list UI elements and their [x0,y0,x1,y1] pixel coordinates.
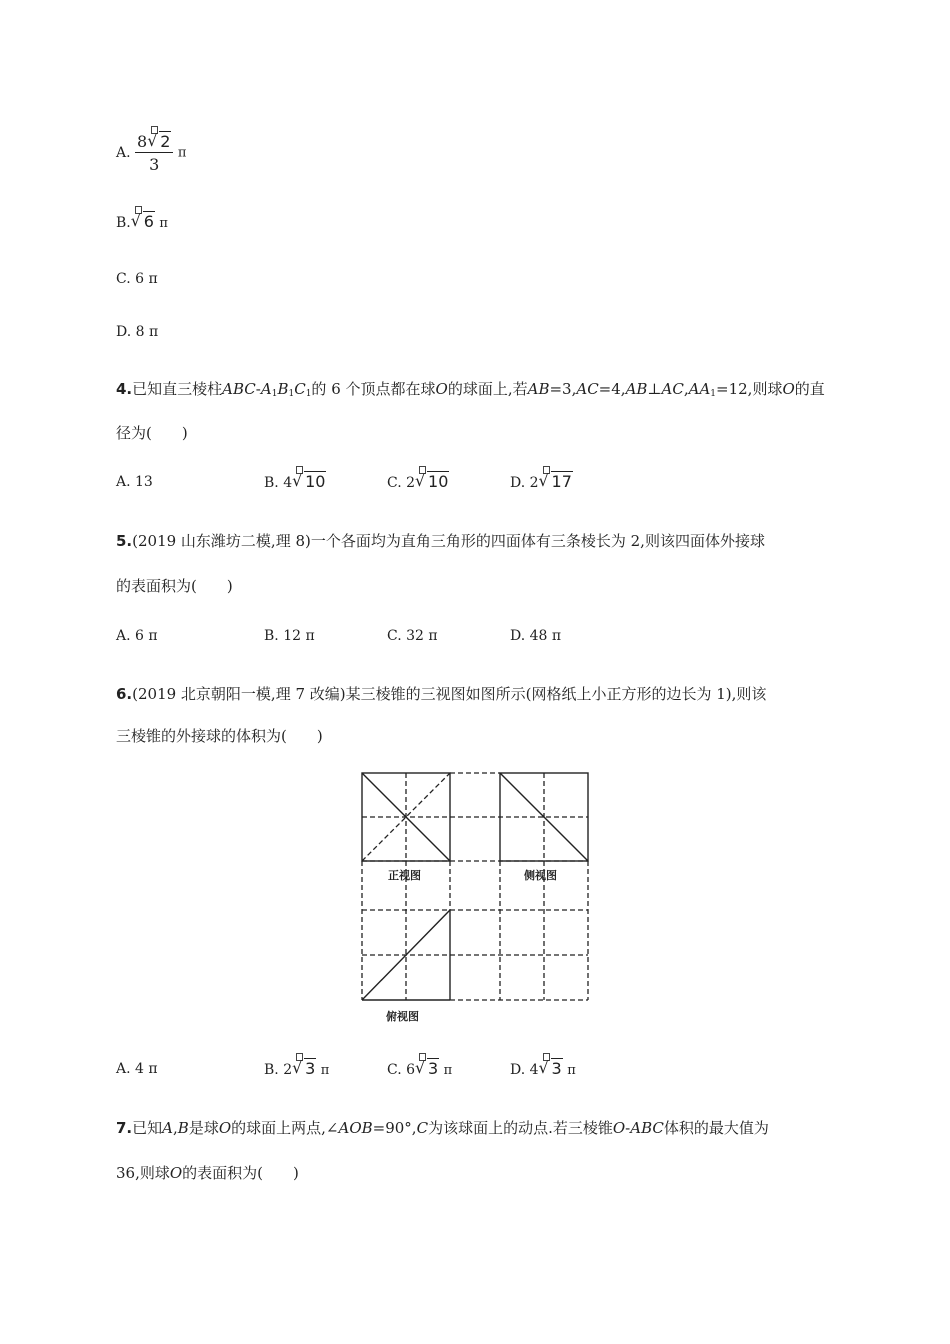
q6-option-d [510,1059,576,1078]
q6-line-1 [116,683,766,704]
q4-text: ⊥ [647,380,662,398]
q3-a-root: √ 2 [147,132,171,151]
q4-math: A [260,380,272,398]
q4-text: =12,则球 [716,380,783,398]
q4-option-d [510,472,573,491]
q5-line-2: 的表面积为( ) [116,577,233,595]
q5-option-b: B. 12 π [264,628,315,644]
three-view-figure [355,765,595,1030]
q7-math: B [177,1119,189,1137]
q4-d-radicand: 17 [551,472,572,491]
q6-b-pi: π [320,1063,330,1078]
q3-option-c: C. 6 π [116,271,158,287]
q7-text: 36,则球 [116,1164,170,1182]
q4-d-root: √ 17 [539,472,573,491]
q7-text: - [625,1119,631,1137]
q6-option-c-label: C. 6 [387,1062,416,1078]
q3-b-pi: π [159,216,168,231]
q6-option-b-label: B. 2 [264,1062,293,1078]
q3-b-root: √ 6 [131,212,155,231]
q6-option-b [264,1059,329,1078]
q3-option-b [116,212,168,231]
q4-line-2: 径为( ) [116,424,188,442]
q7-text: 是球 [188,1119,219,1137]
q7-line-1 [116,1117,769,1138]
q3-option-d: D. 8 π [116,324,159,340]
q7-number: 7. [116,1119,133,1137]
q4-text: 的球面上,若 [447,380,528,398]
q3-a-coef: 8 [137,132,148,151]
q7-math: O [612,1119,626,1137]
q5-option-a: A. 6 π [116,628,158,644]
q4-subscript: 1 [271,389,278,399]
q6-c-radicand: 3 [428,1059,439,1078]
q7-math: O [218,1119,232,1137]
q3-a-pi: π [177,145,187,161]
q3-option-a-label: A. [116,145,131,161]
q4-text: , [683,380,689,398]
q6-c-pi: π [443,1063,453,1078]
q4-math: B [277,380,289,398]
q7-text: 的球面上两点,∠ [231,1119,339,1137]
q4-text: 的直 [794,380,825,398]
q4-number: 4. [116,380,133,398]
q6-option-a: A. 4 π [116,1061,158,1077]
q7-math: ABC [630,1119,664,1137]
q7-math: AOB [338,1119,373,1137]
q7-math: C [416,1119,429,1137]
q4-subscript: 1 [288,389,295,399]
q4-b-radicand: 10 [305,472,326,491]
q7-text: =90°, [372,1119,417,1137]
q7-text: 的表面积为( ) [182,1164,299,1182]
q6-number: 6. [116,685,133,703]
q4-math: AB [625,380,648,398]
q5-option-c: C. 32 π [387,628,438,644]
top-view-label: 俯视图 [386,1010,419,1023]
q4-text: =4, [598,380,626,398]
q4-text: =3, [549,380,577,398]
q4-text: - [255,380,261,398]
q4-math: C [294,380,306,398]
q6-b-root: √ 3 [292,1059,316,1078]
q7-text: 体积的最大值为 [663,1119,769,1137]
q4-text: 已知直三棱柱 [132,380,223,398]
q3-a-radicand: 2 [160,132,171,151]
q4-option-d-label: D. 2 [510,475,539,491]
q4-subscript: 1 [710,389,717,399]
q4-option-b [264,472,326,491]
q4-option-c-label: C. 2 [387,475,416,491]
q4-line-1 [116,378,825,399]
q3-option-b-label: B. [116,215,131,231]
q3-a-denominator: 3 [149,155,160,174]
q7-math: O [169,1164,183,1182]
q5-text: (2019 山东潍坊二模,理 8)一个各面均为直角三角形的四面体有三条棱长为 2,则该四面体外接球 [132,532,765,550]
q7-text: , [173,1119,178,1137]
q5-option-d: D. 48 π [510,628,562,644]
q6-d-pi: π [567,1063,576,1078]
q5-number: 5. [116,532,133,550]
q6-option-c [387,1059,452,1078]
q4-math: O [782,380,795,398]
q4-c-root: √ 10 [415,472,449,491]
q3-b-radicand: 6 [143,212,154,231]
q5-line-1 [116,530,765,551]
q7-text: 已知 [132,1119,163,1137]
q6-d-root: √ 3 [539,1059,563,1078]
q7-math: A [162,1119,173,1137]
q6-b-radicand: 3 [305,1059,316,1078]
q6-c-root: √ 3 [415,1059,439,1078]
q4-math: AC [661,380,684,398]
q7-text: 为该球面上的动点.若三棱锥 [428,1119,613,1137]
q4-math: AA [688,380,711,398]
q3-option-a [116,132,186,174]
q4-option-a: A. 13 [116,474,153,490]
q4-option-b-label: B. 4 [264,475,293,491]
q4-subscript: 1 [305,389,312,399]
q7-line-2 [116,1162,299,1183]
q6-d-radicand: 3 [551,1059,562,1078]
q4-c-radicand: 10 [428,472,449,491]
q3-option-a-fraction [135,132,173,174]
q6-line-2: 三棱锥的外接球的体积为( ) [116,727,323,745]
q6-text: (2019 北京朝阳一模,理 7 改编)某三棱锥的三视图如图所示(网格纸上小正方形的边长为 1),则该 [132,685,767,703]
q4-math: AB [527,380,550,398]
q4-text: 的 6 个顶点都在球 [311,380,436,398]
front-view-label: 正视图 [388,869,421,882]
q4-math: O [435,380,448,398]
q4-math: ABC [222,380,256,398]
q6-option-d-label: D. 4 [510,1062,539,1078]
q4-math: AC [576,380,599,398]
q4-b-root: √ 10 [292,472,326,491]
side-view-label: 侧视图 [524,869,557,882]
q4-option-c [387,472,449,491]
